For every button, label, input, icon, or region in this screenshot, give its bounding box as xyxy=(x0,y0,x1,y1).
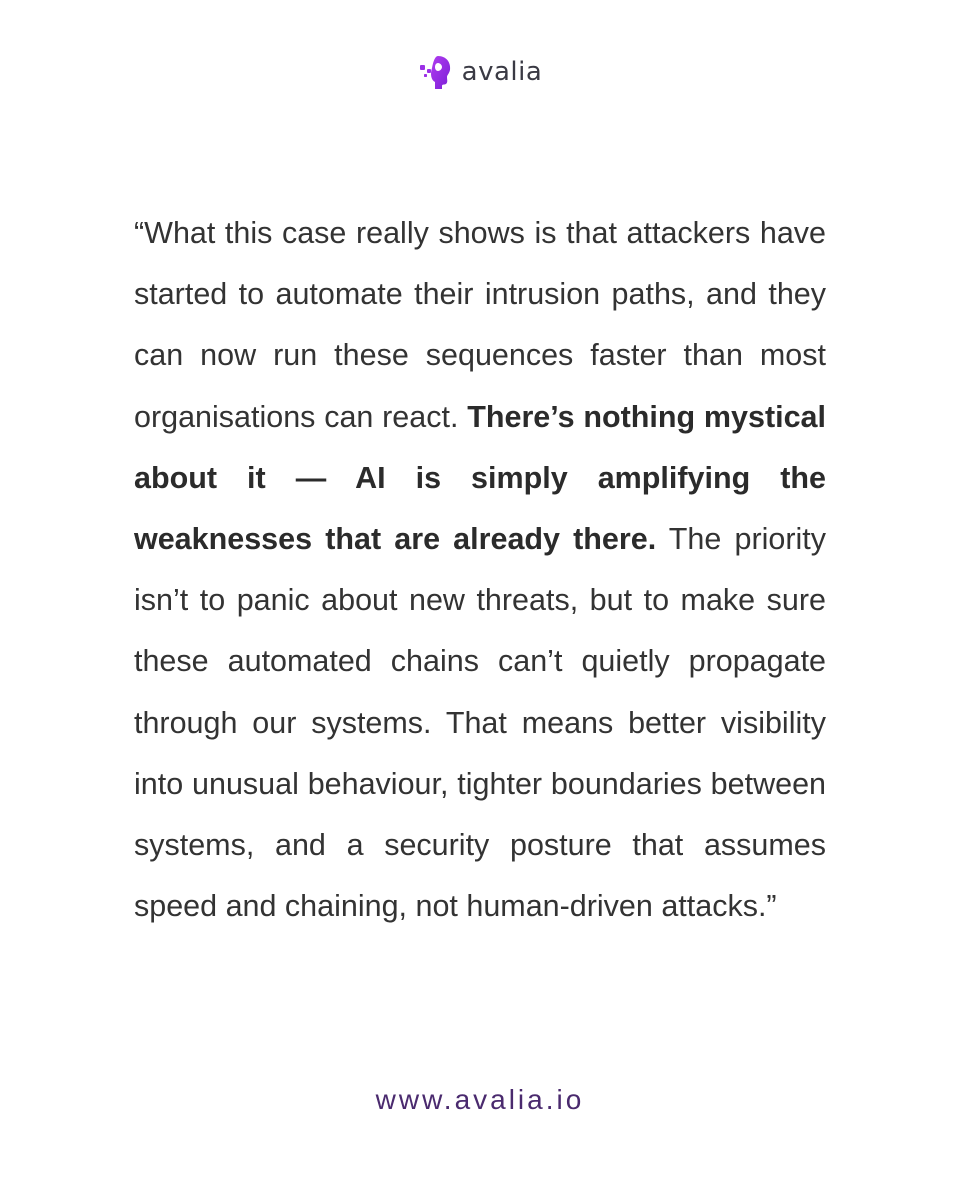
quote-part-2: The priority isn’t to panic about new threats, but to make sure these automated chains can’t quietly propagate through our systems. That means better visibility into unusual behaviour, tighter boundaries between systems, and a security posture that assumes speed and chaining, not human-driven attacks.” xyxy=(134,522,826,924)
quote-part-1: “What this case really shows is that attackers have started to automate their intrusion paths, and they can now run these sequences faster than most organisations can react. xyxy=(134,216,826,434)
brand-logo xyxy=(0,52,960,92)
brand-name: avalia xyxy=(461,57,543,87)
quote-text xyxy=(134,203,826,937)
avalia-head-icon xyxy=(418,52,454,92)
quote-emphasis: There’s nothing mystical about it — AI is simply amplifying the weaknesses that are already there. xyxy=(134,399,826,557)
website-link[interactable]: www.avalia.io xyxy=(375,1084,585,1115)
